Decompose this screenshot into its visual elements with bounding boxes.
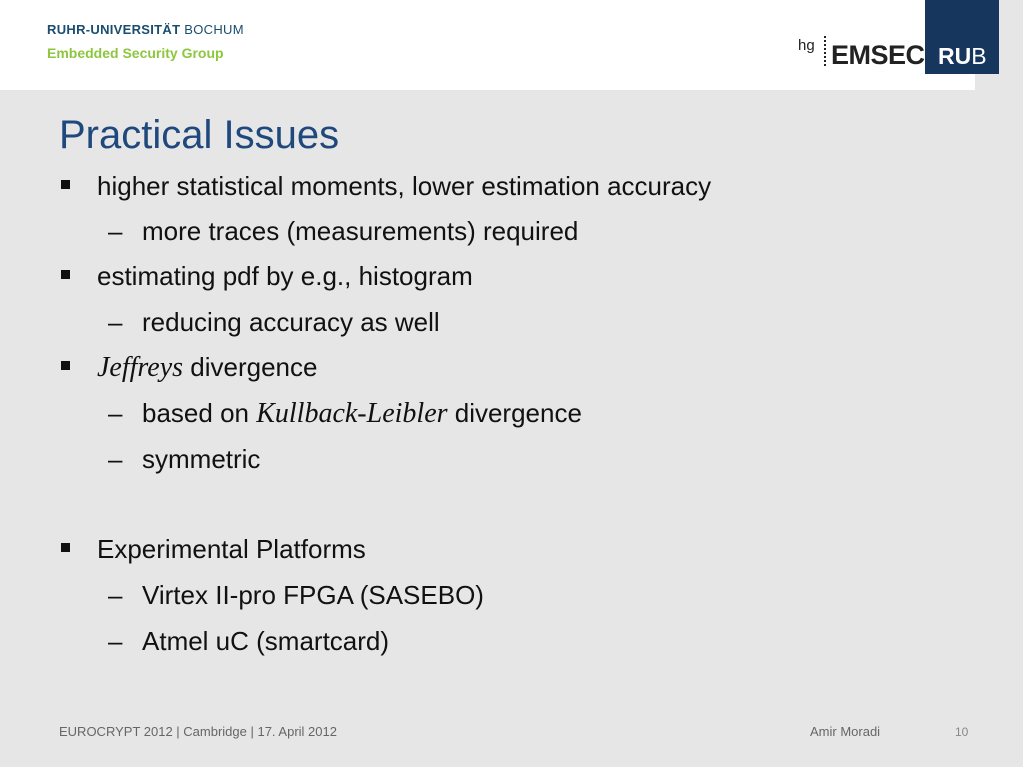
university-name bbox=[47, 22, 244, 37]
kullback-leibler-italic: Kullback-Leibler bbox=[256, 398, 448, 429]
dash-icon: – bbox=[108, 398, 123, 428]
sub-bullet-item: Atmel uC (smartcard) bbox=[142, 626, 390, 656]
hg-logo: hg bbox=[798, 37, 815, 54]
sub-bullet-item: symmetric bbox=[142, 444, 261, 474]
bullet-item: higher statistical moments, lower estimation accuracy bbox=[97, 171, 712, 201]
sub-bullet-item: more traces (measurements) required bbox=[142, 216, 579, 246]
rub-logo-light: B bbox=[971, 43, 987, 69]
bullet-square-icon bbox=[61, 543, 70, 552]
jeffreys-italic: Jeffreys bbox=[97, 352, 184, 383]
dash-icon: – bbox=[108, 626, 123, 656]
emsec-logo: EMSEC bbox=[831, 40, 925, 70]
bullet-text-rest: divergence bbox=[183, 352, 318, 382]
slide-title: Practical Issues bbox=[59, 113, 340, 157]
bullet-item bbox=[97, 351, 317, 384]
logo-divider bbox=[824, 36, 828, 66]
bullet-square-icon bbox=[61, 270, 70, 279]
dash-icon: – bbox=[108, 307, 123, 337]
dash-icon: – bbox=[108, 216, 123, 246]
page-number: 10 bbox=[955, 725, 969, 739]
university-name-bold: RUHR-UNIVERSITÄT bbox=[47, 22, 181, 37]
rub-logo-bold: RU bbox=[938, 43, 972, 69]
sub-prefix: based on bbox=[142, 398, 257, 428]
sub-bullet-item: Virtex II-pro FPGA (SASEBO) bbox=[142, 580, 484, 610]
footer-event: EUROCRYPT 2012 | Cambridge | 17. April 2012 bbox=[59, 724, 337, 739]
bullet-item: Experimental Platforms bbox=[97, 534, 366, 564]
sub-bullet-item: reducing accuracy as well bbox=[142, 307, 440, 337]
sub-bullet-item bbox=[142, 397, 582, 430]
bullet-square-icon bbox=[61, 361, 70, 370]
group-name: Embedded Security Group bbox=[47, 45, 224, 61]
footer-author: Amir Moradi bbox=[810, 724, 881, 739]
bullet-item: estimating pdf by e.g., histogram bbox=[97, 261, 473, 291]
bullet-square-icon bbox=[61, 180, 70, 189]
dash-icon: – bbox=[108, 444, 123, 474]
dash-icon: – bbox=[108, 580, 123, 610]
sub-suffix: divergence bbox=[447, 398, 582, 428]
rub-logo bbox=[938, 43, 987, 69]
university-name-light: BOCHUM bbox=[184, 22, 244, 37]
